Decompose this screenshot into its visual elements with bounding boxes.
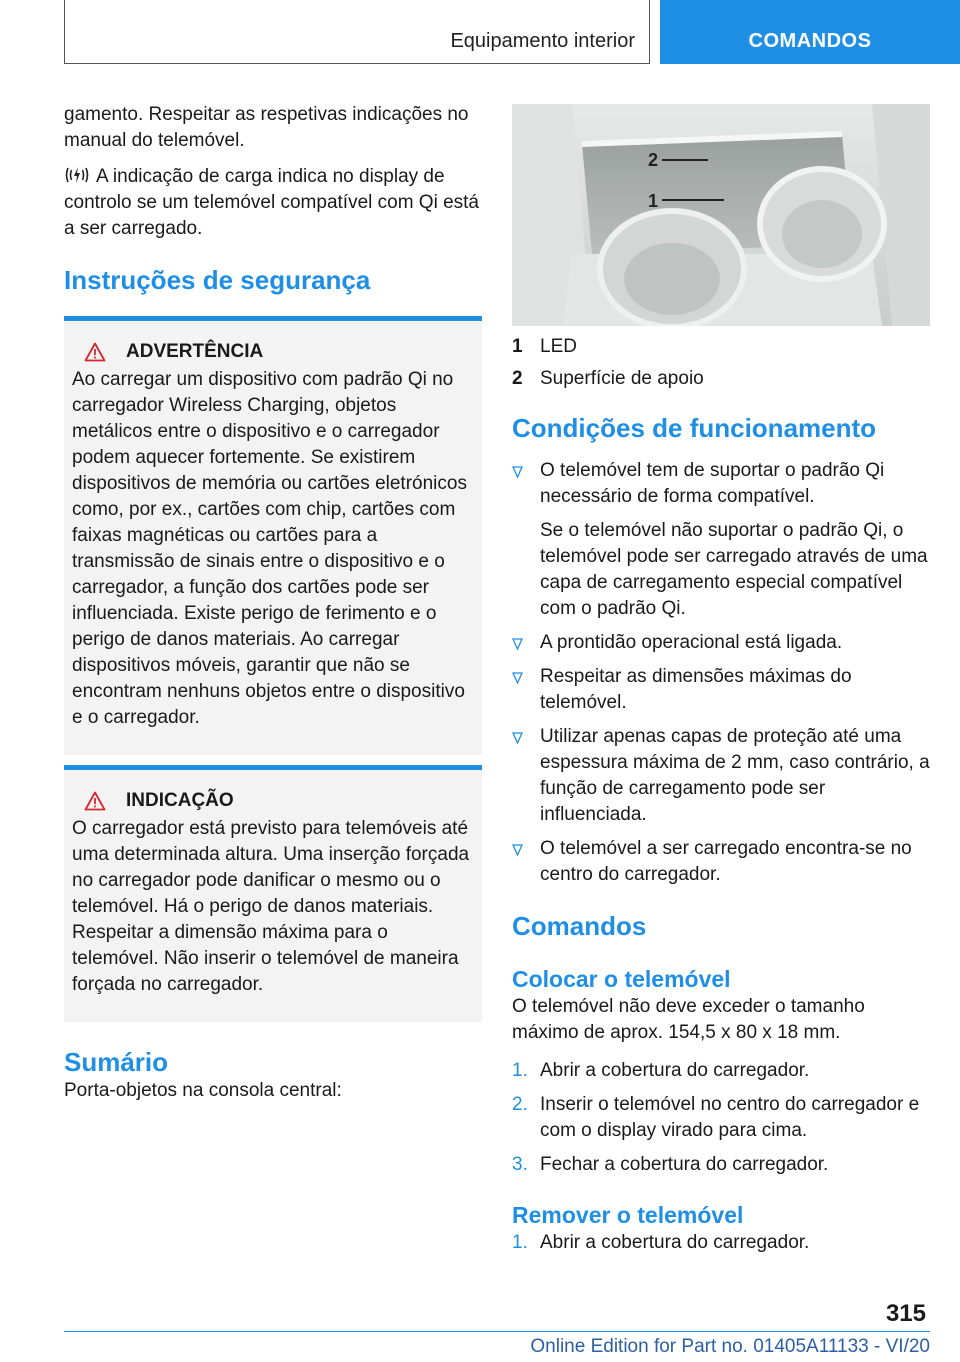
right-column bbox=[512, 104, 930, 1264]
safety-heading: Instruções de segurança bbox=[64, 265, 371, 295]
header-frame bbox=[64, 0, 650, 64]
footer-divider bbox=[64, 1331, 930, 1332]
legend-number: 2 bbox=[512, 368, 523, 389]
step-text: Fechar a cobertura do carregador. bbox=[540, 1154, 829, 1175]
legend-label: LED bbox=[540, 336, 577, 357]
condition-text: O telemóvel a ser carregado encontra-se no centro do carregador. bbox=[540, 838, 912, 885]
legend-number: 1 bbox=[512, 336, 523, 357]
step-number: 3. bbox=[512, 1154, 528, 1175]
figure-callout-2: 2 bbox=[648, 150, 659, 170]
notice-title: INDICAÇÃO bbox=[126, 790, 234, 811]
list-item bbox=[512, 630, 930, 656]
list-item bbox=[512, 664, 930, 716]
page-number: 315 bbox=[885, 1300, 926, 1327]
list-item bbox=[512, 1230, 930, 1256]
list-item bbox=[512, 458, 930, 622]
place-text: O telemóvel não deve exceder o tamanho máximo de aprox. 154,5 x 80 x 18 mm. bbox=[512, 996, 865, 1043]
header-chapter-label: COMANDOS bbox=[748, 30, 872, 52]
footer-edition: Online Edition for Part no. 01405A11133 - VI/20 bbox=[530, 1336, 930, 1357]
conditions-heading: Condições de funcionamento bbox=[512, 413, 877, 443]
header-section-title: Equipamento interior bbox=[450, 30, 635, 52]
warning-header bbox=[72, 341, 474, 363]
notice-triangle-icon bbox=[84, 791, 106, 811]
wireless-charging-icon bbox=[64, 164, 90, 186]
notice-header bbox=[72, 790, 474, 812]
step-text: Inserir o telemóvel no centro do carregador e com o display virado para cima. bbox=[540, 1094, 920, 1141]
list-item bbox=[512, 836, 930, 888]
legend-label: Superfície de apoio bbox=[540, 368, 704, 389]
summary-text: Porta-objetos na consola central: bbox=[64, 1080, 342, 1101]
charge-paragraph bbox=[64, 164, 482, 242]
legend-item bbox=[512, 334, 930, 360]
remove-heading: Remover o telemóvel bbox=[512, 1202, 744, 1228]
intro-paragraph: gamento. Respeitar as respetivas indicações no manual do telemóvel. bbox=[64, 104, 469, 151]
step-number: 2. bbox=[512, 1094, 528, 1115]
controls-heading: Comandos bbox=[512, 911, 647, 941]
list-item bbox=[512, 1092, 930, 1144]
legend-item bbox=[512, 366, 930, 392]
condition-text: Utilizar apenas capas de proteção até uma espessura máxima de 2 mm, caso contrário, a função de carregamento pode ser influenciada. bbox=[540, 726, 930, 825]
warning-triangle-icon bbox=[84, 342, 106, 362]
list-item bbox=[512, 1058, 930, 1084]
bullet-triangle-icon bbox=[512, 638, 523, 650]
step-number: 1. bbox=[512, 1060, 528, 1081]
bullet-triangle-icon bbox=[512, 732, 523, 744]
warning-box bbox=[64, 316, 482, 755]
header-chapter-tab[interactable] bbox=[660, 0, 960, 64]
bullet-triangle-icon bbox=[512, 672, 523, 684]
figure-legend bbox=[512, 334, 930, 392]
condition-text: Respeitar as dimensões máximas do telemóvel. bbox=[540, 666, 852, 713]
charge-text: A indicação de carga indica no display de controlo se um telemóvel compatível com Qi está a ser carregado. bbox=[64, 166, 480, 239]
list-item bbox=[512, 1152, 930, 1178]
conditions-list bbox=[512, 458, 930, 888]
step-text: Abrir a cobertura do carregador. bbox=[540, 1232, 810, 1253]
bullet-triangle-icon bbox=[512, 466, 523, 478]
notice-text: O carregador está previsto para telemóveis até uma determinada altura. Uma inserção forçada no carregador pode danificar o mesmo ou o telemóvel. Há o perigo de danos materiais. Respeitar a dimensão máxima para o telemóvel. Não inserir o telemóvel de maneira forçada no carregador. bbox=[72, 818, 470, 995]
condition-text: O telemóvel tem de suportar o padrão Qi necessário de forma compatível. bbox=[540, 460, 885, 507]
step-number: 1. bbox=[512, 1232, 528, 1253]
place-steps bbox=[512, 1058, 930, 1178]
console-drawing bbox=[512, 104, 930, 326]
condition-text: A prontidão operacional está ligada. bbox=[540, 632, 843, 653]
remove-steps bbox=[512, 1230, 930, 1256]
summary-heading: Sumário bbox=[64, 1047, 169, 1077]
step-text: Abrir a cobertura do carregador. bbox=[540, 1060, 810, 1081]
notice-box bbox=[64, 765, 482, 1022]
list-item bbox=[512, 724, 930, 828]
console-illustration bbox=[512, 104, 930, 326]
bullet-triangle-icon bbox=[512, 844, 523, 856]
place-heading: Colocar o telemóvel bbox=[512, 966, 731, 992]
warning-text: Ao carregar um dispositivo com padrão Qi no carregador Wireless Charging, objetos metálicos entre o dispositivo e o carregador podem aquecer fortemente. Se existirem dispositivos de memória ou cartões eletrónicos como, por ex., cartões com chip, cartões com faixas magnéticas ou cartões para a transmissão de sinais entre o dispositivo e o carregador, a função dos cartões pode ser influenciada. Existe perigo de ferimento e o perigo de danos materiais. Ao carregar dispositivos móveis, garantir que não se encontram nenhuns objetos entre o dispositivo e o carregador. bbox=[72, 369, 467, 728]
warning-title: ADVERTÊNCIA bbox=[126, 341, 264, 362]
figure-callout-1: 1 bbox=[648, 191, 659, 211]
condition-subtext: Se o telemóvel não suportar o padrão Qi, o telemóvel pode ser carregado através de uma capa de carregamento especial compatível com o padrão Qi. bbox=[540, 520, 928, 619]
left-column bbox=[64, 102, 482, 1114]
